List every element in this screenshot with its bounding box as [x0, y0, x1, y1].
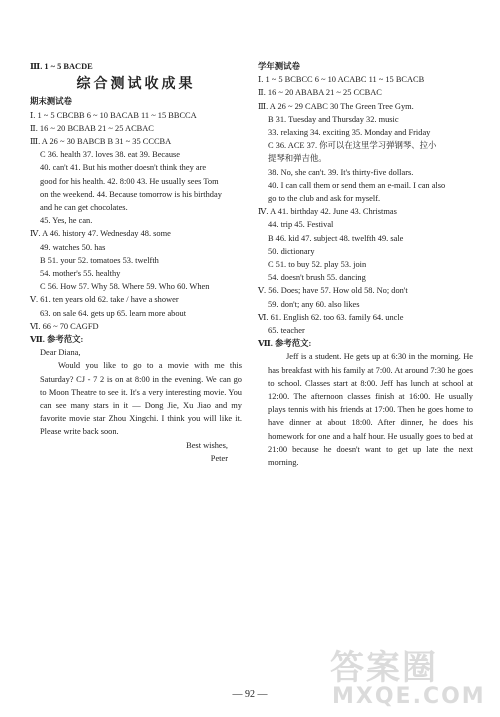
answer-line: Ⅱ. 16 ~ 20 ABABA 21 ~ 25 CCBAC [258, 88, 382, 98]
answer-line: 40. can't 41. But his mother doesn't think they are [40, 163, 207, 173]
answer-line: 44. trip 45. Festival [268, 220, 334, 230]
answer-line: C 36. ACE 37. 你可以在这里学习弹钢琴、拉小 [268, 141, 437, 151]
answer-line: Ⅳ. A 46. history 47. Wednesday 48. some [30, 229, 171, 239]
answer-line: go to the club and ask for myself. [268, 194, 381, 204]
page-number: — 92 — [232, 689, 268, 700]
chapter-title: 综合测试收成果 [76, 76, 196, 93]
watermark-url: MXQE.COM [332, 684, 486, 709]
answer-line: Ⅵ. 66 ~ 70 CAGFD [30, 321, 99, 331]
answer-line: B 31. Tuesday and Thursday 32. music [268, 114, 399, 124]
essay-body: Jeff is a student. He gets up at 6:30 in the morning. He has breakfast with his family at 7:00. At around 7:30 he goes to school. Classes start at 8:00. Jeff has lunch at school at 12:00. The afternoon classes finish at 16:00. He usually plays tennis with his friends at 17:00. Then he goes home to have dinner at about 18:00. After dinner, he does his homework for one and a half hour. He usually goes to bed at 21:00 because he doesn't want to get up late the next morning. [268, 352, 473, 468]
answer-line: Ⅱ. 16 ~ 20 BCBAB 21 ~ 25 ACBAC [30, 123, 154, 133]
answer-line: Ⅲ. A 26 ~ 29 CABC 30 The Green Tree Gym. [258, 101, 414, 111]
letter-body: Would you like to go to a movie with me this Saturday? CJ - 7 2 is on at 8:00 in the evening. We can go to Moon Theatre to see it. It's a very interesting movie. You can see many stars in it — Dong Jie, Xu Jiao and my favorite movie star Zhou Xingchi. I think you will like it. Please write back soon. [40, 361, 242, 437]
answer-line: Ⅴ. 56. Does; have 57. How old 58. No; don't [258, 286, 408, 296]
letter-signature: Peter [210, 453, 228, 463]
answer-line: B 51. your 52. tomatoes 53. twelfth [40, 255, 159, 265]
answer-line: Ⅴ. 61. ten years old 62. take / have a shower [30, 295, 179, 305]
answer-line: Ⅵ. 61. English 62. too 63. family 64. uncle [258, 312, 404, 322]
answer-line: Ⅳ. A 41. birthday 42. June 43. Christmas [258, 207, 397, 217]
left-column [30, 60, 242, 465]
answer-line: 59. don't; any 60. also likes [268, 299, 360, 309]
answer-line: C 36. health 37. loves 38. eat 39. Because [40, 150, 181, 160]
year-exam-heading: 学年测试卷 [258, 62, 300, 71]
right-column [258, 60, 473, 469]
answer-line: 49. watches 50. has [40, 242, 106, 252]
answer-line: Ⅲ. A 26 ~ 30 BABCB B 31 ~ 35 CCCBA [30, 137, 172, 147]
letter-greeting: Dear Diana, [40, 348, 81, 358]
answer-line: and he can get chocolates. [40, 203, 128, 213]
answer-line: good for his health. 42. 8:00 43. He usually sees Tom [40, 176, 219, 186]
answer-line: on the weekend. 44. Because tomorrow is his birthday [40, 189, 222, 199]
answer-line: 50. dictionary [268, 246, 315, 256]
essay-heading: Ⅶ. 参考范文: [30, 335, 84, 345]
prev-answer-line: Ⅲ. 1 ~ 5 BACDE [30, 62, 93, 71]
answer-line: 45. Yes, he can. [40, 216, 93, 226]
essay-heading: Ⅶ. 参考范文: [258, 339, 312, 349]
answer-line: C 51. to buy 52. play 53. join [268, 260, 367, 270]
final-exam-heading: 期末测试卷 [30, 97, 72, 107]
watermark-logo-text: 答案圈 [330, 648, 438, 688]
answer-line: 65. teacher [268, 326, 305, 336]
answer-line: 54. doesn't brush 55. dancing [268, 273, 366, 283]
answer-line: Ⅰ. 1 ~ 5 CBCBB 6 ~ 10 BACAB 11 ~ 15 BBCCA [30, 110, 197, 120]
answer-line: 33. relaxing 34. exciting 35. Monday and Friday [268, 128, 431, 138]
answer-line: 提琴和弹吉他。 [268, 154, 327, 164]
answer-line: 40. I can call them or send them an e-mail. I can also [268, 180, 446, 190]
answer-line: Ⅰ. 1 ~ 5 BCBCC 6 ~ 10 ACABC 11 ~ 15 BCACB [258, 75, 425, 85]
answer-line: 38. No, she can't. 39. It's thirty-five dollars. [268, 167, 414, 177]
answer-line: B 46. kid 47. subject 48. twelfth 49. sale [268, 233, 404, 243]
answer-line: 63. on sale 64. gets up 65. learn more about [40, 308, 187, 318]
letter-closing: Best wishes, [186, 440, 228, 450]
answer-line: 54. mother's 55. healthy [40, 269, 121, 279]
answer-line: C 56. How 57. Why 58. Where 59. Who 60. When [40, 282, 210, 292]
site-watermark [322, 640, 492, 712]
